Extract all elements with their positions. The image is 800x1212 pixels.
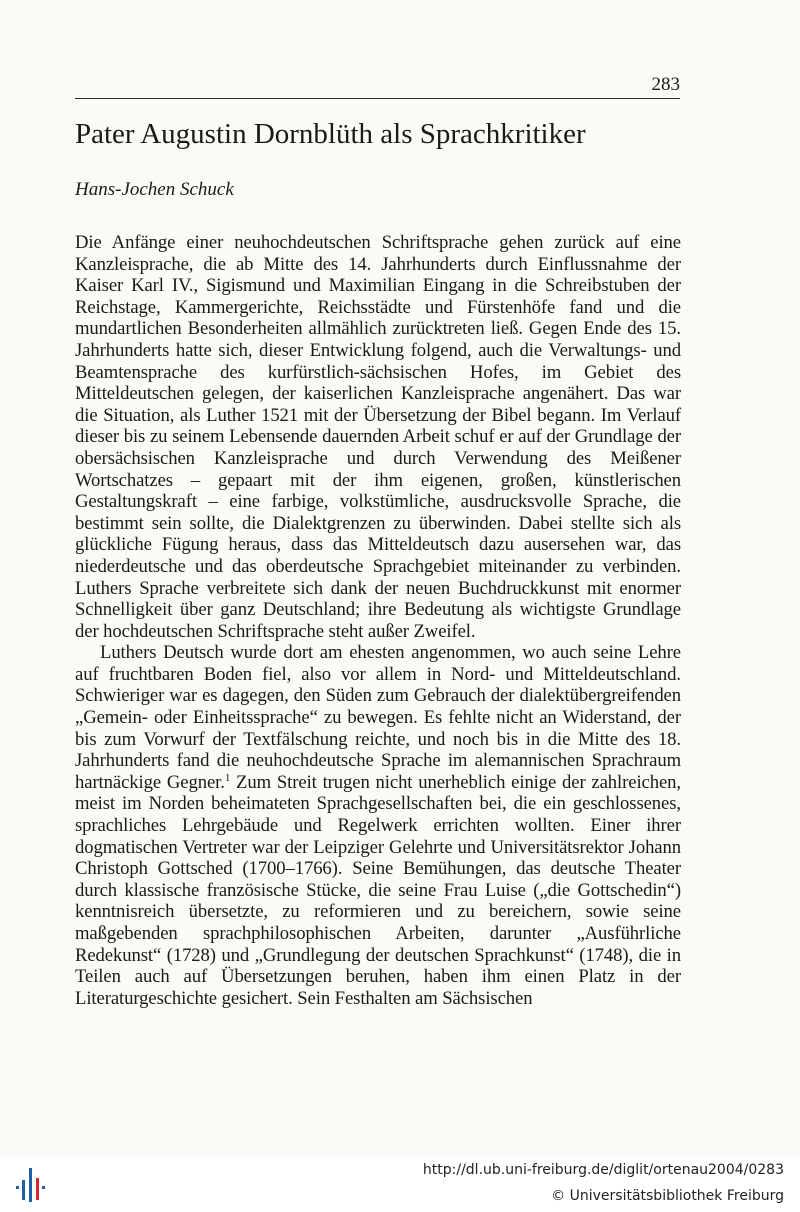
article-author: Hans-Jochen Schuck — [75, 179, 234, 200]
paragraph-1: Die Anfänge einer neuhochdeutschen Schriftsprache gehen zurück auf eine Kanzleisprache, die ab Mitte des 14. Jahrhunderts durch Einflussnahme der Kaiser Karl IV., Sigismund und Maximilian Eingang in die Schreibstuben der Reichstage, Kammergerichte, Reichsstädte und Fürstenhöfe fand und die mundartlichen Besonderheiten allmählich zurücktreten ließ. Gegen Ende des 15. Jahrhunderts hatte sich, dieser Entwicklung folgend, auch die Verwaltungs- und Beamtensprache des kurfürstlich-sächsischen Hofes, im Gebiet des Mitteldeutschen gelegen, der kaiserlichen Kanzleisprache angenähert. Das war die Situation, als Luther 1521 mit der Übersetzung der Bibel begann. Im Verlauf dieser bis zu seinem Lebensende dauernden Arbeit schuf er auf der Grundlage der obersächsischen Kanzleisprache und durch Verwendung des Meißener Wortschatzes – gepaart mit der ihm eigenen, großen, künstlerischen Gestaltungskraft – eine farbige, volkstümliche, ausdrucksvolle Sprache, die bestimmt sein sollte, die Dialektgrenzen zu überwinden. Dabei stellte sich als glückliche Fügung heraus, dass das Mitteldeutsch dazu ausersehen war, das niederdeutsche und das oberdeutsche Sprachgebiet miteinander zu verbinden. Luthers Sprache verbreitete sich dank der neuen Buchdruckkunst mit enormer Schnelligkeit über ganz Deutschland; ihre Bedeutung als wichtigste Grundlage der hochdeutschen Schriftsprache steht außer Zweifel. — [75, 232, 681, 642]
page-number: 283 — [651, 74, 680, 95]
paragraph-2-text-a: Luthers Deutsch wurde dort am ehesten angenommen, wo auch seine Lehre auf fruchtbaren Boden fiel, also vor allem in Nord- und Mitteldeutschland. Schwieriger war es dagegen, den Süden zum Gebrauch der dialektübergreifenden „Gemein- oder Einheitssprache“ zu bewegen. Es fehlte nicht an Widerstand, der bis zum Vorwurf der Textfälschung reichte, und noch bis in die Mitte des 18. Jahrhunderts fand die neuhochdeutsche Sprache im alemannischen Sprachraum hartnäckige Gegner. — [75, 642, 681, 793]
footnote-marker[interactable]: 1 — [224, 771, 231, 784]
paragraph-2-text-b: Zum Streit trugen nicht unerheblich einige der zahlreichen, meist im Norden beheimateten Sprachgesellschaften bei, die ein geschlossenes, sprachliches Lehrgebäude und Regelwerk errichten wollten. Einer ihrer dogmatischen Vertreter war der Leipziger Gelehrte und Universitätsrektor Johann Christoph Gottsched (1700–1766). Seine Bemühungen, das deutsche Theater durch klassische französische Stücke, die seine Frau Luise („die Gottschedin“) kenntnisreich übersetzte, zu reformieren und zu bereichern, sowie seine maßgebenden sprachphilosophischen Arbeiten, darunter „Ausführliche Redekunst“ (1728) und „Grundlegung der deutschen Sprachkunst“ (1748), die in Teilen auch auf Übersetzungen beruhen, haben ihm einen Platz in der Literaturgeschichte gesichert. Sein Festhalten am Sächsischen — [75, 771, 681, 1009]
header-rule — [75, 98, 680, 99]
article-title: Pater Augustin Dornblüth als Sprachkritiker — [75, 118, 586, 150]
article-body — [75, 232, 681, 1009]
source-url-link[interactable]: http://dl.ub.uni-freiburg.de/diglit/ortenau2004/0283 — [422, 1162, 784, 1178]
ub-freiburg-logo-icon — [12, 1164, 52, 1204]
library-footer — [0, 1156, 800, 1212]
paragraph-2 — [75, 642, 681, 1009]
copyright-notice: © Universitätsbibliothek Freiburg — [551, 1188, 784, 1204]
